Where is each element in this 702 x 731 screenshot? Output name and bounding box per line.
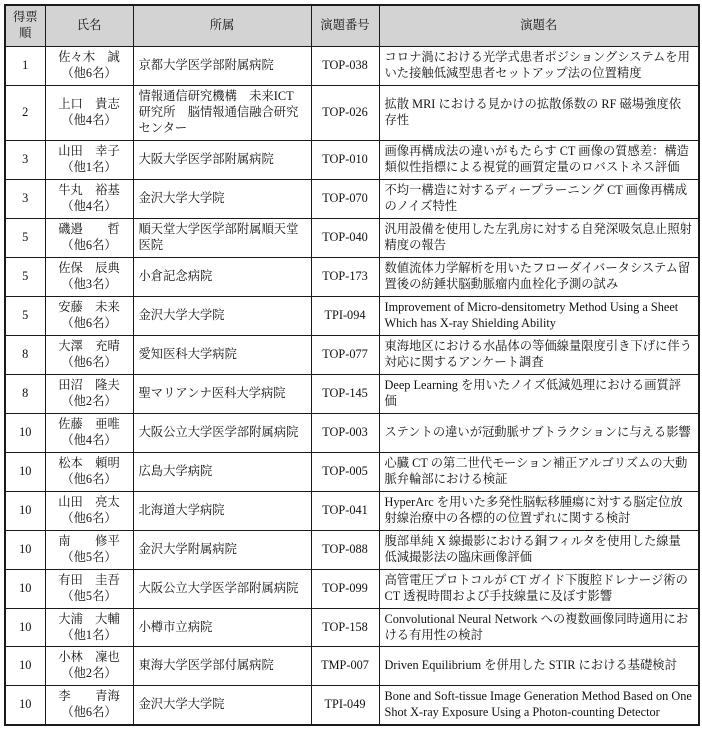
coauthor-count: （他4名） — [61, 198, 117, 213]
author-name: 大浦 大輔 — [58, 611, 120, 626]
coauthor-count: （他6名） — [61, 354, 117, 369]
abstract-number-cell: TPI-049 — [311, 686, 379, 725]
author-name: 南 修平 — [58, 533, 120, 548]
affiliation-cell: 北海道大学病院 — [133, 491, 311, 530]
rank-cell: 10 — [5, 530, 45, 569]
table-row — [5, 179, 699, 218]
table-row — [5, 296, 699, 335]
table-row — [5, 46, 699, 85]
affiliation-cell: 愛知医科大学病院 — [133, 335, 311, 374]
author-name: 大澤 充晴 — [58, 338, 120, 353]
table-row — [5, 491, 699, 530]
rank-cell: 10 — [5, 491, 45, 530]
abstract-title-cell: 高管電圧プロトコルが CT ガイド下腹腔ドレナージ術の CT 透視時間および手技線量に及ぼす影響 — [379, 569, 699, 608]
table-row — [5, 218, 699, 257]
name-cell — [45, 686, 133, 725]
rank-cell: 5 — [5, 257, 45, 296]
abstract-number-cell: TOP-040 — [311, 218, 379, 257]
affiliation-cell: 東海大学医学部付属病院 — [133, 647, 311, 686]
coauthor-count: （他2名） — [61, 666, 117, 681]
abstract-title-cell: 画像再構成法の違いがもたらす CT 画像の質感差：構造類似性指標による視覚的画質定量のロバストネス評価 — [379, 140, 699, 179]
table-row — [5, 413, 699, 452]
author-name: 松本 頼明 — [58, 455, 120, 470]
affiliation-cell: 大阪公立大学医学部附属病院 — [133, 413, 311, 452]
name-cell — [45, 491, 133, 530]
header-title: 演題名 — [379, 5, 699, 46]
name-cell — [45, 413, 133, 452]
abstract-title-cell: HyperArc を用いた多発性脳転移腫瘍に対する脳定位放射線治療中の各標的の位置ずれに関する検討 — [379, 491, 699, 530]
table-row — [5, 374, 699, 413]
rank-cell: 10 — [5, 686, 45, 725]
abstract-number-cell: TOP-099 — [311, 569, 379, 608]
coauthor-count: （他1名） — [61, 627, 117, 642]
coauthor-count: （他6名） — [61, 65, 117, 80]
name-cell — [45, 335, 133, 374]
name-cell — [45, 46, 133, 85]
abstract-number-cell: TPI-094 — [311, 296, 379, 335]
rank-cell: 5 — [5, 296, 45, 335]
name-cell — [45, 85, 133, 140]
abstract-title-cell: Improvement of Micro-densitometry Method Using a Sheet Which has X-ray Shielding Ability — [379, 296, 699, 335]
coauthor-count: （他6名） — [61, 510, 117, 525]
name-cell — [45, 179, 133, 218]
name-cell — [45, 374, 133, 413]
coauthor-count: （他2名） — [61, 393, 117, 408]
name-cell — [45, 218, 133, 257]
abstract-title-cell: Deep Learning を用いたノイズ低減処理における画質評価 — [379, 374, 699, 413]
abstract-title-cell: 東海地区における水晶体の等価線量限度引き下げに伴う対応に関するアンケート調査 — [379, 335, 699, 374]
abstract-number-cell: TOP-010 — [311, 140, 379, 179]
author-name: 牛丸 裕基 — [58, 182, 120, 197]
affiliation-cell: 小樽市立病院 — [133, 608, 311, 647]
rank-cell: 10 — [5, 452, 45, 491]
abstract-number-cell: TOP-038 — [311, 46, 379, 85]
name-cell — [45, 530, 133, 569]
abstract-title-cell: コロナ渦における光学式患者ポジショングシステムを用いた接触低減型患者セットアップ法の位置精度 — [379, 46, 699, 85]
rank-cell: 5 — [5, 218, 45, 257]
abstract-title-cell: 拡散 MRI における見かけの拡散係数の RF 磁場強度依存性 — [379, 85, 699, 140]
abstract-number-cell: TOP-070 — [311, 179, 379, 218]
name-cell — [45, 452, 133, 491]
affiliation-cell: 情報通信研究機構 未来ICT研究所 脳情報通信融合研究センター — [133, 85, 311, 140]
abstract-title-cell: Driven Equilibrium を併用した STIR における基礎検討 — [379, 647, 699, 686]
author-name: 小林 凜也 — [58, 650, 120, 665]
affiliation-cell: 大阪公立大学医学部附属病院 — [133, 569, 311, 608]
affiliation-cell: 聖マリアンナ医科大学病院 — [133, 374, 311, 413]
abstract-title-cell: Convolutional Neural Network への複数画像同時適用における有用性の検討 — [379, 608, 699, 647]
rank-cell: 10 — [5, 569, 45, 608]
rank-cell: 1 — [5, 46, 45, 85]
name-cell — [45, 296, 133, 335]
affiliation-cell: 順天堂大学医学部附属順天堂医院 — [133, 218, 311, 257]
abstract-title-cell: 汎用設備を使用した左乳房に対する自発深吸気息止照射精度の報告 — [379, 218, 699, 257]
author-name: 安藤 未来 — [58, 299, 120, 314]
author-name: 山田 幸子 — [58, 143, 120, 158]
name-cell — [45, 569, 133, 608]
abstract-number-cell: TOP-088 — [311, 530, 379, 569]
affiliation-cell: 金沢大学大学院 — [133, 686, 311, 725]
author-name: 田沼 隆夫 — [58, 377, 120, 392]
table-row — [5, 257, 699, 296]
abstract-title-cell: ステントの違いが冠動脈サブトラクションに与える影響 — [379, 413, 699, 452]
abstract-number-cell: TOP-173 — [311, 257, 379, 296]
name-cell — [45, 647, 133, 686]
vote-ranking-table — [4, 4, 700, 726]
header-name: 氏名 — [45, 5, 133, 46]
abstract-title-cell: 心臓 CT の第二世代モーション補正アルゴリズムの大動脈弁輪部における検証 — [379, 452, 699, 491]
abstract-title-cell: 不均一構造に対するディープラーニング CT 画像再構成のノイズ特性 — [379, 179, 699, 218]
affiliation-cell: 金沢大学大学院 — [133, 296, 311, 335]
table-row — [5, 608, 699, 647]
table-row — [5, 530, 699, 569]
name-cell — [45, 140, 133, 179]
table-row — [5, 686, 699, 725]
author-name: 佐藤 亜唯 — [58, 416, 120, 431]
header-affiliation: 所属 — [133, 5, 311, 46]
coauthor-count: （他6名） — [61, 237, 117, 252]
coauthor-count: （他6名） — [61, 471, 117, 486]
author-name: 山田 亮太 — [58, 494, 120, 509]
table-row — [5, 140, 699, 179]
coauthor-count: （他5名） — [61, 588, 117, 603]
rank-cell: 8 — [5, 335, 45, 374]
abstract-number-cell: TOP-145 — [311, 374, 379, 413]
abstract-title-cell: 腹部単純 X 線撮影における銅フィルタを使用した線量低減撮影法の臨床画像評価 — [379, 530, 699, 569]
table-row — [5, 85, 699, 140]
abstract-number-cell: TOP-041 — [311, 491, 379, 530]
affiliation-cell: 京都大学医学部附属病院 — [133, 46, 311, 85]
affiliation-cell: 広島大学病院 — [133, 452, 311, 491]
coauthor-count: （他3名） — [61, 276, 117, 291]
coauthor-count: （他4名） — [61, 432, 117, 447]
table-header-row — [5, 5, 699, 46]
abstract-number-cell: TOP-005 — [311, 452, 379, 491]
affiliation-cell: 大阪大学医学部附属病院 — [133, 140, 311, 179]
abstract-title-cell: 数値流体力学解析を用いたフローダイバータシステム留置後の紡錘状脳動脈瘤内血栓化予測の試み — [379, 257, 699, 296]
abstract-number-cell: TOP-158 — [311, 608, 379, 647]
rank-cell: 3 — [5, 179, 45, 218]
abstract-number-cell: TMP-007 — [311, 647, 379, 686]
abstract-number-cell: TOP-026 — [311, 85, 379, 140]
abstract-title-cell: Bone and Soft-tissue Image Generation Method Based on One Shot X-ray Exposure Using a Photon-counting Detector — [379, 686, 699, 725]
rank-cell: 10 — [5, 413, 45, 452]
affiliation-cell: 金沢大学附属病院 — [133, 530, 311, 569]
rank-cell: 10 — [5, 608, 45, 647]
abstract-number-cell: TOP-077 — [311, 335, 379, 374]
table-row — [5, 647, 699, 686]
name-cell — [45, 608, 133, 647]
header-number: 演題番号 — [311, 5, 379, 46]
abstract-number-cell: TOP-003 — [311, 413, 379, 452]
rank-cell: 10 — [5, 647, 45, 686]
author-name: 佐々木 誠 — [58, 49, 120, 64]
table-row — [5, 335, 699, 374]
affiliation-cell: 小倉記念病院 — [133, 257, 311, 296]
rank-cell: 3 — [5, 140, 45, 179]
coauthor-count: （他4名） — [61, 112, 117, 127]
author-name: 上口 貴志 — [58, 96, 120, 111]
author-name: 磯邉 哲 — [58, 221, 120, 236]
table-row — [5, 569, 699, 608]
name-cell — [45, 257, 133, 296]
rank-cell: 8 — [5, 374, 45, 413]
rank-cell: 2 — [5, 85, 45, 140]
author-name: 佐保 辰典 — [58, 260, 120, 275]
author-name: 李 青海 — [58, 689, 120, 704]
coauthor-count: （他6名） — [61, 315, 117, 330]
author-name: 有田 圭吾 — [58, 572, 120, 587]
affiliation-cell: 金沢大学大学院 — [133, 179, 311, 218]
coauthor-count: （他5名） — [61, 549, 117, 564]
table-row — [5, 452, 699, 491]
table-body — [5, 46, 699, 725]
header-rank: 得票順 — [5, 5, 45, 46]
coauthor-count: （他6名） — [61, 705, 117, 720]
coauthor-count: （他1名） — [61, 159, 117, 174]
